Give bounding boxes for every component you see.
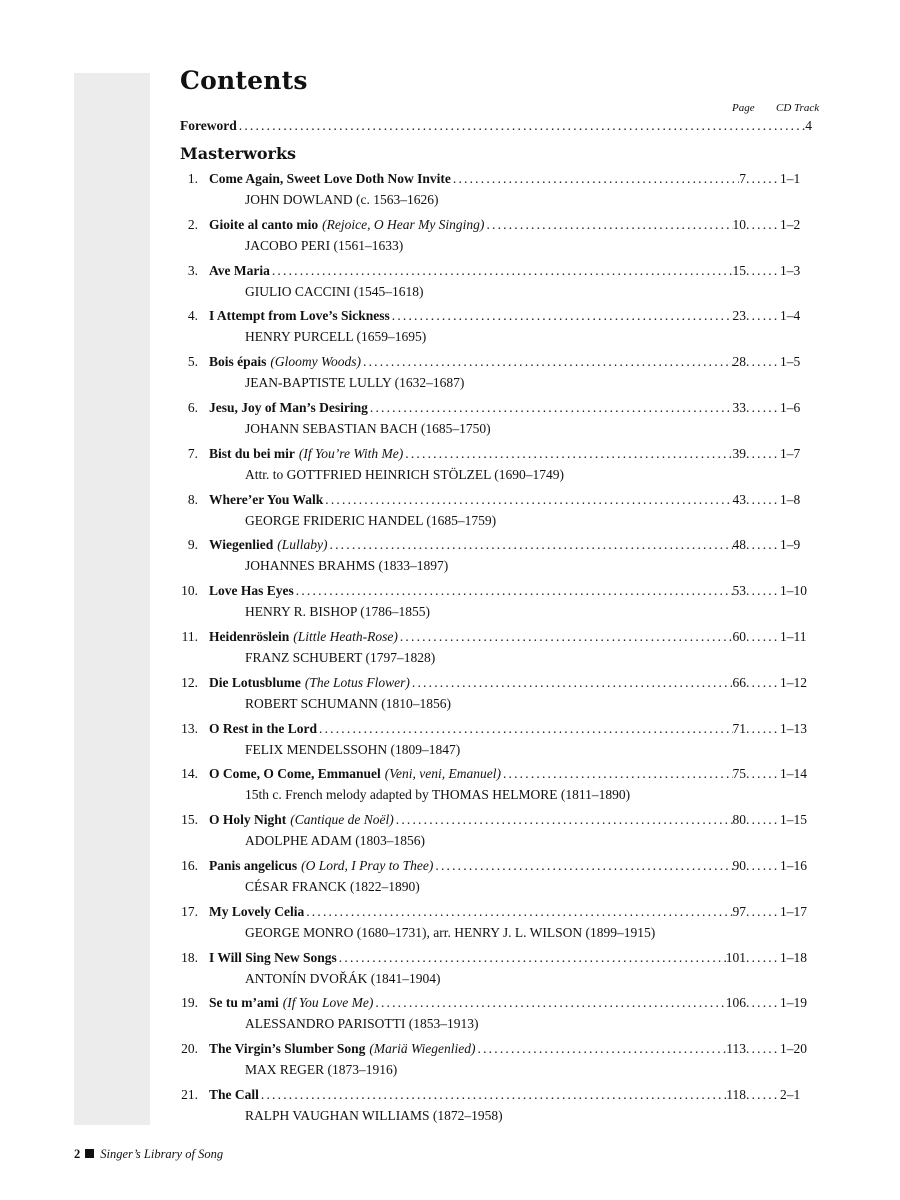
foreword-title: Foreword — [180, 118, 237, 133]
entry-number: 7. — [187, 446, 198, 461]
dot-leader — [486, 217, 732, 233]
dot-leader — [478, 1041, 727, 1057]
dot-leader — [319, 721, 733, 737]
song-translation: (Gloomy Woods) — [270, 354, 362, 369]
cd-track: 1–11 — [780, 629, 807, 644]
cd-track: 1–4 — [780, 308, 801, 323]
song-title: Die Lotusblume — [209, 675, 301, 690]
cd-track: 1–6 — [780, 400, 801, 415]
song-title: Bois épais — [209, 354, 267, 369]
entry-number: 20. — [181, 1041, 198, 1056]
contents-entry[interactable] — [0, 492, 900, 536]
cd-track: 1–15 — [780, 812, 807, 827]
page-number: 101 — [725, 950, 746, 965]
contents-entry[interactable] — [0, 950, 900, 994]
contents-entry[interactable] — [0, 629, 900, 673]
song-title: Wiegenlied — [209, 537, 274, 552]
song-title: O Holy Night — [209, 812, 287, 827]
page-number: 33 — [732, 400, 746, 415]
composer: FELIX MENDELSSOHN (1809–1847) — [245, 742, 461, 757]
entry-title-line — [0, 492, 812, 512]
dot-leader — [746, 308, 780, 324]
entry-title-line — [0, 583, 812, 603]
entry-number: 5. — [187, 354, 198, 369]
song-title: O Rest in the Lord — [209, 721, 317, 736]
entry-number: 13. — [181, 721, 198, 736]
entry-title-line — [0, 675, 812, 695]
contents-entry[interactable] — [0, 446, 900, 490]
cd-track: 1–9 — [780, 537, 801, 552]
composer: HENRY PURCELL (1659–1695) — [245, 329, 427, 344]
dot-leader — [363, 354, 732, 370]
contents-entry[interactable] — [0, 537, 900, 581]
composer: 15th c. French melody adapted by THOMAS HELMORE (1811–1890) — [245, 787, 631, 802]
dot-leader — [435, 858, 732, 874]
contents-entry[interactable] — [0, 400, 900, 444]
entry-title-line — [0, 812, 812, 832]
contents-entry[interactable] — [0, 171, 900, 215]
entry-number: 1. — [187, 171, 198, 186]
dot-leader — [746, 721, 780, 737]
cd-track: 1–5 — [780, 354, 801, 369]
contents-entry[interactable] — [0, 812, 900, 856]
contents-entry[interactable] — [0, 721, 900, 765]
song-title: Come Again, Sweet Love Doth Now Invite — [209, 171, 451, 186]
song-title: O Come, O Come, Emmanuel — [209, 766, 381, 781]
entry-number: 9. — [187, 537, 198, 552]
song-title: I Attempt from Love’s Sickness — [209, 308, 390, 323]
composer: GEORGE MONRO (1680–1731), arr. HENRY J. L. WILSON (1899–1915) — [245, 925, 656, 940]
entry-title-line — [0, 263, 812, 283]
composer: JACOBO PERI (1561–1633) — [245, 238, 404, 253]
cd-track: 1–16 — [780, 858, 807, 873]
dot-leader — [746, 812, 780, 828]
composer: JOHANNES BRAHMS (1833–1897) — [245, 558, 449, 573]
contents-entry[interactable] — [0, 354, 900, 398]
entry-number: 12. — [181, 675, 198, 690]
dot-leader — [396, 812, 733, 828]
foreword-entry[interactable] — [180, 118, 812, 136]
song-title: Ave Maria — [209, 263, 270, 278]
dot-leader — [746, 583, 780, 599]
dot-leader — [370, 400, 733, 416]
dot-leader — [746, 446, 780, 462]
cd-track: 1–3 — [780, 263, 801, 278]
composer: JOHN DOWLAND (c. 1563–1626) — [245, 192, 439, 207]
song-title: Love Has Eyes — [209, 583, 294, 598]
page-number: 10 — [732, 217, 746, 232]
entry-number: 11. — [181, 629, 198, 644]
contents-entry[interactable] — [0, 995, 900, 1039]
contents-entry[interactable] — [0, 263, 900, 307]
dot-leader — [306, 904, 732, 920]
dot-leader — [746, 537, 780, 553]
cd-track: 1–12 — [780, 675, 807, 690]
composer: ANTONÍN DVOŘÁK (1841–1904) — [245, 971, 441, 986]
entry-title-line — [0, 354, 812, 374]
contents-entry[interactable] — [0, 1041, 900, 1085]
dot-leader — [746, 400, 780, 416]
dot-leader — [453, 171, 739, 187]
foreword-page: 4 — [805, 118, 812, 133]
song-translation: (O Lord, I Pray to Thee) — [301, 858, 434, 873]
dot-leader — [272, 263, 733, 279]
square-bullet-icon — [85, 1149, 94, 1158]
dot-leader — [412, 675, 733, 691]
entry-title-line — [0, 629, 812, 649]
page-number: 60 — [732, 629, 746, 644]
song-title: Heidenröslein — [209, 629, 290, 644]
page-number: 113 — [726, 1041, 746, 1056]
entry-number: 10. — [181, 583, 198, 598]
page-number: 75 — [732, 766, 746, 781]
contents-entry[interactable] — [0, 858, 900, 902]
song-translation: (If You’re With Me) — [298, 446, 404, 461]
song-title: Panis angelicus — [209, 858, 298, 873]
page-footer — [74, 1147, 223, 1162]
contents-entry[interactable] — [0, 217, 900, 261]
entry-title-line — [0, 171, 812, 191]
contents-entry[interactable] — [0, 583, 900, 627]
composer: GEORGE FRIDERIC HANDEL (1685–1759) — [245, 513, 497, 528]
song-translation: (Mariä Wiegenlied) — [369, 1041, 476, 1056]
page-number: 7 — [739, 171, 746, 186]
page-number: 39 — [732, 446, 746, 461]
entry-number: 21. — [181, 1087, 198, 1102]
dot-leader — [503, 766, 733, 782]
section-title: Masterworks — [180, 144, 297, 163]
entry-number: 2. — [187, 217, 198, 232]
contents-entry[interactable] — [0, 766, 900, 810]
entry-number: 15. — [181, 812, 198, 827]
dot-leader — [746, 629, 780, 645]
entry-title-line — [0, 950, 812, 970]
dot-leader — [746, 1087, 780, 1103]
contents-entry[interactable] — [0, 1087, 900, 1131]
dot-leader — [400, 629, 733, 645]
contents-entry[interactable] — [0, 675, 900, 719]
entry-title-line — [0, 400, 812, 420]
entry-number: 18. — [181, 950, 198, 965]
column-header-cd-track: CD Track — [776, 102, 820, 114]
song-title: The Virgin’s Slumber Song — [209, 1041, 366, 1056]
entry-number: 14. — [181, 766, 198, 781]
song-title: Gioite al canto mio — [209, 217, 319, 232]
entry-number: 17. — [181, 904, 198, 919]
cd-track: 1–14 — [780, 766, 807, 781]
song-title: I Will Sing New Songs — [209, 950, 337, 965]
entry-title-line — [0, 766, 812, 786]
column-header-page: Page — [732, 102, 755, 114]
entry-number: 4. — [187, 308, 198, 323]
entry-title-line — [0, 904, 812, 924]
entry-number: 16. — [181, 858, 198, 873]
cd-track: 1–17 — [780, 904, 807, 919]
dot-leader — [325, 492, 732, 508]
dot-leader — [746, 1041, 780, 1057]
page-number: 80 — [732, 812, 746, 827]
dot-leader — [392, 308, 733, 324]
song-translation: (Lullaby) — [277, 537, 328, 552]
dot-leader — [746, 904, 780, 920]
page-number: 43 — [732, 492, 746, 507]
cd-track: 1–20 — [780, 1041, 807, 1056]
song-title: Se tu m’ami — [209, 995, 279, 1010]
page-number: 48 — [732, 537, 746, 552]
song-title: Jesu, Joy of Man’s Desiring — [209, 400, 368, 415]
cd-track: 1–10 — [780, 583, 807, 598]
page-number: 97 — [732, 904, 746, 919]
composer: Attr. to GOTTFRIED HEINRICH STÖLZEL (1690–1749) — [245, 467, 564, 482]
dot-leader — [746, 675, 780, 691]
cd-track: 1–8 — [780, 492, 801, 507]
cd-track: 1–7 — [780, 446, 801, 461]
entry-title-line — [0, 995, 812, 1015]
dot-leader — [746, 766, 780, 782]
song-title: My Lovely Celia — [209, 904, 305, 919]
composer: JEAN-BAPTISTE LULLY (1632–1687) — [245, 375, 465, 390]
song-translation: (Rejoice, O Hear My Singing) — [322, 217, 485, 232]
dot-leader — [746, 995, 780, 1011]
cd-track: 1–1 — [780, 171, 801, 186]
dot-leader — [261, 1087, 726, 1103]
cd-track: 1–13 — [780, 721, 807, 736]
dot-leader — [239, 118, 806, 134]
composer: HENRY R. BISHOP (1786–1855) — [245, 604, 431, 619]
song-translation: (Cantique de Noël) — [290, 812, 394, 827]
entry-title-line — [0, 446, 812, 466]
dot-leader — [746, 492, 780, 508]
page-number: 53 — [732, 583, 746, 598]
footer-page-number: 2 — [74, 1147, 81, 1161]
cd-track: 1–19 — [780, 995, 807, 1010]
song-title: Where’er You Walk — [209, 492, 324, 507]
page-number: 66 — [732, 675, 746, 690]
composer: RALPH VAUGHAN WILLIAMS (1872–1958) — [245, 1108, 503, 1123]
composer: ROBERT SCHUMANN (1810–1856) — [245, 696, 451, 711]
entry-title-line — [0, 537, 812, 557]
dot-leader — [330, 537, 733, 553]
song-translation: (Little Heath-Rose) — [293, 629, 398, 644]
page-number: 23 — [732, 308, 746, 323]
cd-track: 2–1 — [780, 1087, 801, 1102]
dot-leader — [746, 354, 780, 370]
dot-leader — [339, 950, 726, 966]
entry-title-line — [0, 1041, 812, 1061]
entry-title-line — [0, 858, 812, 878]
entry-number: 8. — [187, 492, 198, 507]
dot-leader — [296, 583, 733, 599]
dot-leader — [405, 446, 732, 462]
contents-entry[interactable] — [0, 308, 900, 352]
page-number: 15 — [732, 263, 746, 278]
footer-book-title: Singer’s Library of Song — [100, 1147, 224, 1161]
composer: ADOLPHE ADAM (1803–1856) — [245, 833, 425, 848]
entry-title-line — [0, 721, 812, 741]
entry-number: 19. — [181, 995, 198, 1010]
song-title: The Call — [209, 1087, 259, 1102]
dot-leader — [746, 171, 780, 187]
contents-entry[interactable] — [0, 904, 900, 948]
composer: JOHANN SEBASTIAN BACH (1685–1750) — [245, 421, 491, 436]
entry-title-line — [0, 217, 812, 237]
cd-track: 1–2 — [780, 217, 801, 232]
entry-number: 3. — [187, 263, 198, 278]
dot-leader — [746, 217, 780, 233]
song-translation: (If You Love Me) — [282, 995, 374, 1010]
page-number: 106 — [725, 995, 746, 1010]
dot-leader — [746, 950, 780, 966]
composer: ALESSANDRO PARISOTTI (1853–1913) — [245, 1016, 479, 1031]
page-number: 71 — [732, 721, 746, 736]
composer: MAX REGER (1873–1916) — [245, 1062, 398, 1077]
page-number: 90 — [732, 858, 746, 873]
page-title: Contents — [180, 66, 308, 95]
composer: GIULIO CACCINI (1545–1618) — [245, 284, 424, 299]
entry-title-line — [0, 308, 812, 328]
entry-number: 6. — [187, 400, 198, 415]
composer: CÉSAR FRANCK (1822–1890) — [245, 879, 420, 894]
song-translation: (Veni, veni, Emanuel) — [384, 766, 501, 781]
entry-title-line — [0, 1087, 812, 1107]
page-number: 118 — [726, 1087, 746, 1102]
song-translation: (The Lotus Flower) — [304, 675, 410, 690]
dot-leader — [375, 995, 725, 1011]
cd-track: 1–18 — [780, 950, 807, 965]
song-title: Bist du bei mir — [209, 446, 295, 461]
composer: FRANZ SCHUBERT (1797–1828) — [245, 650, 436, 665]
dot-leader — [746, 263, 780, 279]
page-number: 28 — [732, 354, 746, 369]
dot-leader — [746, 858, 780, 874]
